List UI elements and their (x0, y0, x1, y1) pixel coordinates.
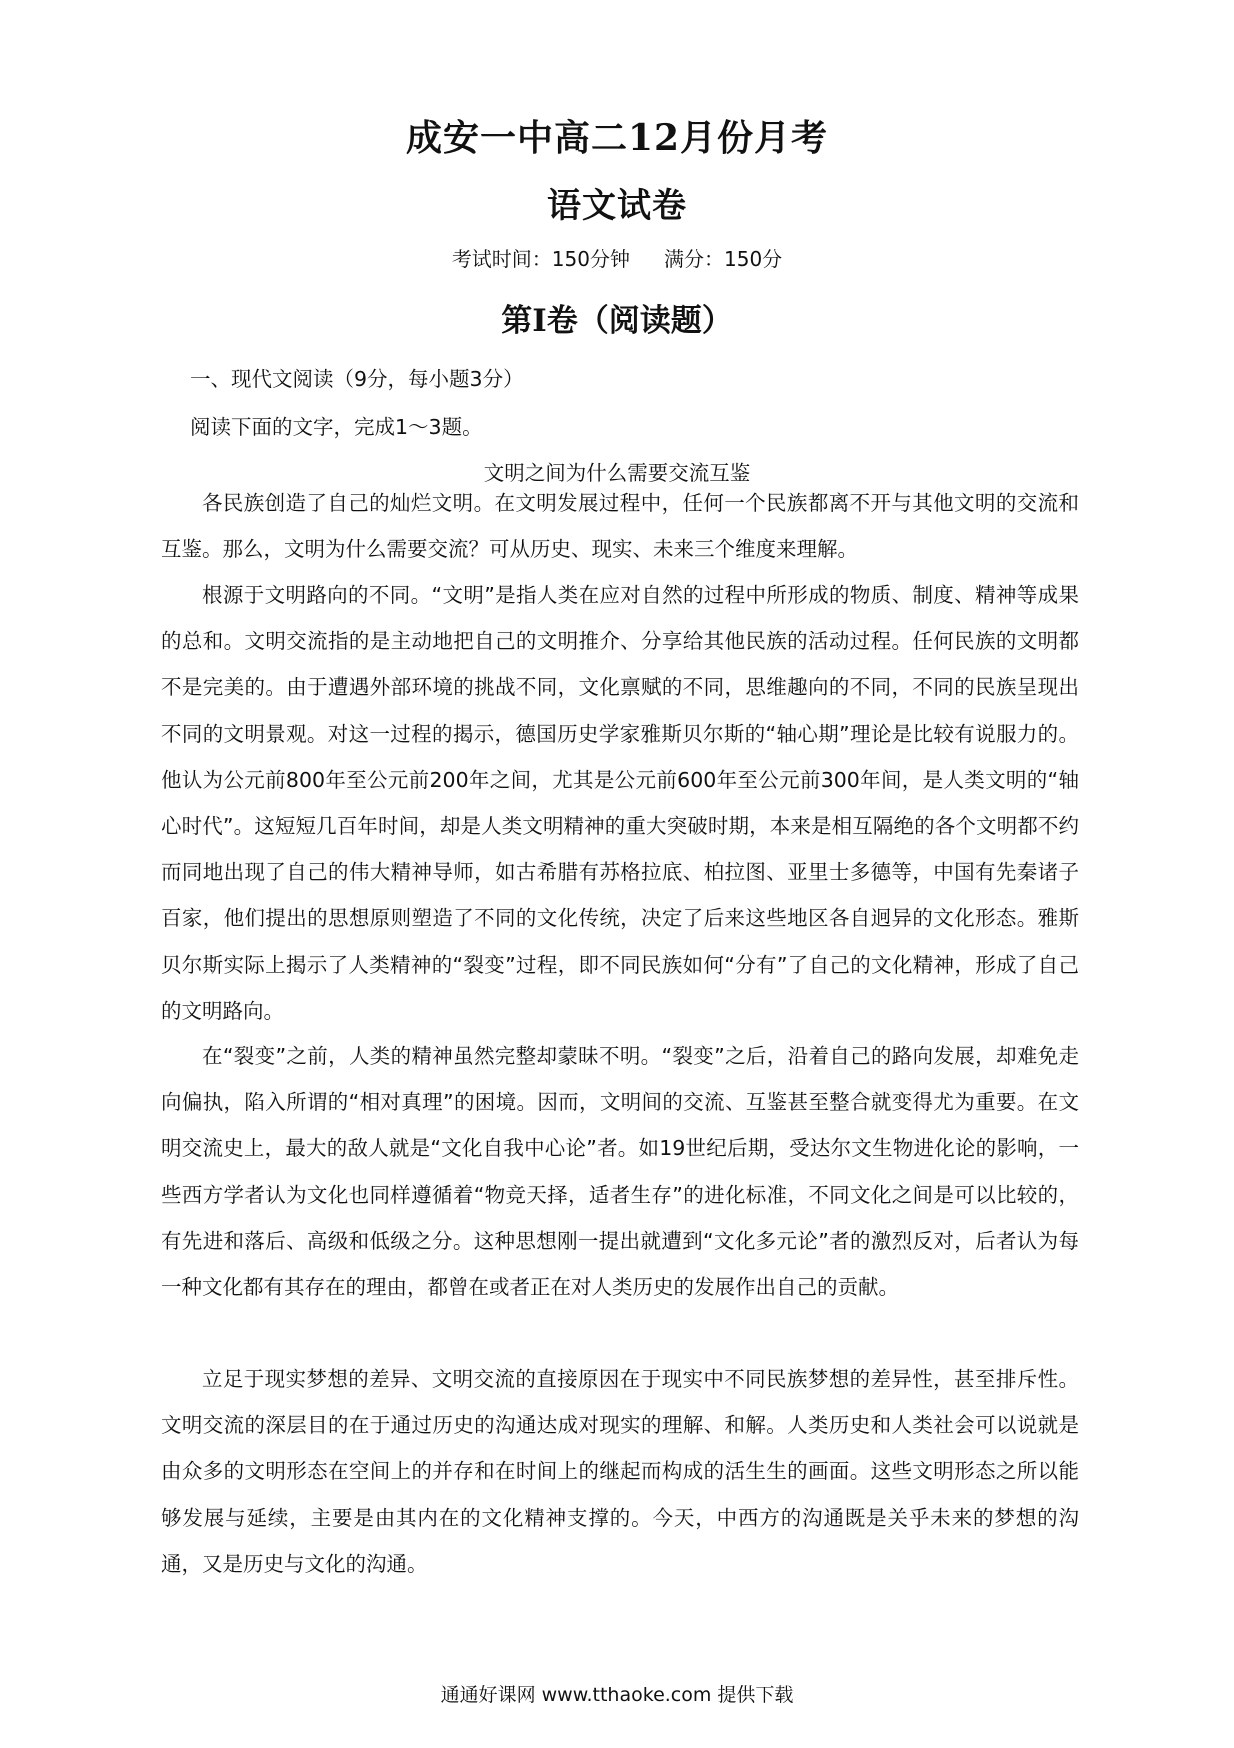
article-paragraph (161, 1356, 1079, 1587)
paragraph-2: 根源于文明路向的不同。“文明”是指人类在应对自然的过程中所形成的物质、制度、精神等成果的总和。文明交流指的是主动地把自己的文明推介、分享给其他民族的活动过程。任何民族的文明都不是完美的。由于遭遇外部环境的挑战不同，文化禀赋的不同，思维趣向的不同，不同的民族呈现出不同的文明景观。对这一过程的揭示，德国历史学家雅斯贝尔斯的“轴心期”理论是比较有说服力的。他认为公元前800年至公元前200年之间，尤其是公元前600年至公元前300年间，是人类文明的“轴心时代”。这短短几百年时间，却是人类文明精神的重大突破时期，本来是相互隔绝的各个文明都不约而同地出现了自己的伟大精神导师，如古希腊有苏格拉底、柏拉图、亚里士多德等，中国有先秦诸子百家，他们提出的思想原则塑造了不同的文化传统，决定了后来这些地区各自迥异的文化形态。雅斯贝尔斯实际上揭示了人类精神的“裂变”过程，即不同民族如何“分有”了自己的文化精神，形成了自己的文明路向。 (161, 583, 1079, 1023)
article-paragraph (161, 572, 1079, 1034)
article-paragraph (161, 1033, 1079, 1310)
paragraph-1: 各民族创造了自己的灿烂文明。在文明发展过程中，任何一个民族都离不开与其他文明的交流和互鉴。那么，文明为什么需要交流？可从历史、现实、未来三个维度来理解。 (161, 491, 1079, 562)
part-title: 第Ⅰ卷（阅读题） (501, 303, 733, 339)
full-score: 满分：150分 (664, 247, 783, 271)
article-paragraph (161, 480, 1079, 572)
article-title: 文明之间为什么需要交流互鉴 (483, 461, 751, 485)
footer-credit: 通通好课网 www.tthaoke.com 提供下载 (440, 1684, 794, 1706)
paragraph-4: 立足于现实梦想的差异、文明交流的直接原因在于现实中不同民族梦想的差异性，甚至排斥性。文明交流的深层目的在于通过历史的沟通达成对现实的理解、和解。人类历史和人类社会可以说就是由众多的文明形态在空间上的并存和在时间上的继起而构成的活生生的画面。这些文明形态之所以能够发展与延续，主要是由其内在的文化精神支撑的。今天，中西方的沟通既是关乎未来的梦想的沟通，又是历史与文化的沟通。 (161, 1367, 1079, 1576)
exam-subtitle: 语文试卷 (547, 186, 687, 226)
section-heading: 一、现代文阅读（9分，每小题3分） (190, 367, 524, 391)
exam-title: 成安一中高二12月份月考 (405, 117, 829, 159)
exam-time: 考试时间：150分钟 (451, 247, 630, 271)
exam-info (0, 243, 1234, 272)
section-instruction: 阅读下面的文字，完成1～3题。 (190, 415, 483, 439)
paragraph-3: 在“裂变”之前，人类的精神虽然完整却蒙昧不明。“裂变”之后，沿着自己的路向发展，却难免走向偏执，陷入所谓的“相对真理”的困境。因而，文明间的交流、互鉴甚至整合就变得尤为重要。在文明交流史上，最大的敌人就是“文化自我中心论”者。如19世纪后期，受达尔文生物进化论的影响，一些西方学者认为文化也同样遵循着“物竞天择，适者生存”的进化标准，不同文化之间是可以比较的，有先进和落后、高级和低级之分。这种思想刚一提出就遭到“文化多元论”者的激烈反对，后者认为每一种文化都有其存在的理由，都曾在或者正在对人类历史的发展作出自己的贡献。 (161, 1044, 1079, 1300)
